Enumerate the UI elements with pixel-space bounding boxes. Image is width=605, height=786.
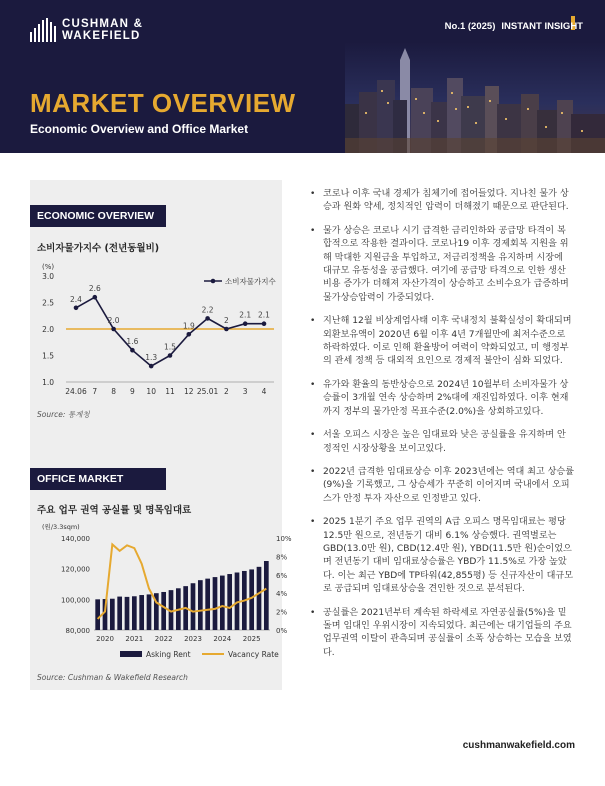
chart2-xtick: 2023 [184, 635, 202, 643]
chart1-xtick: 2 [224, 387, 229, 396]
chart1-data-label: 2.1 [258, 310, 270, 320]
chart1-data-label: 2 [224, 316, 229, 325]
brand-name-line2: WAKEFIELD [62, 30, 141, 42]
chart2-bar [191, 583, 196, 630]
chart2-ytick-right: 4% [276, 590, 288, 599]
chart2-legend-label: Vacancy Rate [228, 650, 279, 659]
chart2-ytick-right: 10% [276, 535, 292, 543]
chart1-point [130, 348, 135, 353]
chart2-bar [205, 579, 210, 630]
chart2-bar [213, 577, 218, 630]
chart1-xtick: 11 [165, 387, 175, 396]
chart1-ytick: 3.0 [42, 272, 54, 281]
chart2-bar [125, 597, 130, 630]
chart2-bar [264, 561, 269, 630]
chart1-xtick: 8 [111, 387, 116, 396]
chart2-bar [161, 592, 166, 630]
chart2-bar [147, 594, 152, 630]
footer-url[interactable]: cushmanwakefield.com [462, 740, 575, 751]
chart2-ytick-left: 120,000 [61, 565, 90, 574]
chart1-legend-marker [211, 279, 216, 284]
chart1-ytick: 2.5 [42, 298, 54, 308]
chart2-ytick-left: 100,000 [61, 596, 90, 605]
chart2-bar [110, 599, 115, 630]
brand-name-line1: CUSHMAN & [62, 18, 144, 30]
chart1-point [149, 364, 154, 369]
section-header-economic: ECONOMIC OVERVIEW [30, 205, 166, 227]
chart1-data-label: 1.6 [126, 337, 139, 347]
chart1-xtick: 7 [92, 387, 98, 396]
chart1-xtick: 25.01 [196, 387, 219, 396]
page-subtitle: Economic Overview and Office Market [30, 122, 249, 136]
bullet-item: • 지난해 12월 비상계엄사태 이후 국내정치 불확실성이 확대되며 외환보유액이 2020년 6월 이후 4년 7개월만에 최저수준으로 하락하였다. 이로 인해 환율방어 여력이 약화되었고, 미 행정부의 관세 정책 등 대외적 요인으로 경제적 불안이 심화 되었다. [308, 315, 574, 369]
chart1-xtick: 9 [130, 387, 135, 396]
chart1-point [168, 353, 173, 358]
chart2-ytick-right: 6% [276, 571, 288, 580]
chart1-data-label: 2.4 [70, 294, 82, 304]
cpi-line-chart [30, 256, 282, 406]
chart2-bar [95, 599, 100, 630]
brand-name [62, 18, 143, 42]
chart2-ytick-left: 80,000 [65, 627, 90, 635]
chart2-vacancy-line [98, 544, 267, 619]
chart2-bar [227, 574, 232, 630]
building-logo-icon [30, 18, 56, 42]
chart2-ytick-left: 140,000 [61, 535, 90, 543]
bullet-item: • 유가와 환율의 동반상승으로 2024년 10월부터 소비자물가 상승률이 3개월 연속 상승하며 2%대에 재진입하였다. 이후 현재까지 정부의 물가안정 목표수준(2.0%)을 상회하고있다. [308, 379, 574, 419]
issue-type: INSTANT INSIGHT [501, 21, 583, 32]
chart1-title: 소비자물가지수 (전년동월비) [37, 243, 160, 254]
chart1-xtick: 24.06 [65, 387, 87, 396]
city-skyline-image [345, 42, 605, 153]
chart1-data-label: 1.5 [164, 342, 176, 352]
chart2-bar [220, 576, 225, 630]
chart2-xtick: 2022 [154, 635, 173, 643]
chart2-xtick: 2021 [125, 635, 144, 643]
page-title: MARKET OVERVIEW [30, 88, 296, 118]
bullet-item: • 공실률은 2021년부터 계속된 하락세로 자연공실률(5%)을 밑돌며 임대인 우위시장이 지속되었다. 최근에는 대기업들의 주요업무권역 이탈이 관측되며 공실률이 소폭 상승하는 모습을 보였다. [308, 607, 574, 661]
issue-number: No.1 (2025) [444, 21, 496, 32]
bullet-item: • 물가 상승은 코로나 시기 급격한 금리인하와 공급망 타격이 복합적으로 작용한 결과이다. 코로나19 이후 경제회복 지원을 위해 막대한 지원금을 투입하고, 저금리정책을 유지하며 시장에 대규모 유동성을 공급했다. 여기에 공급망 타격으로 인한 생산비용 증가가 더해져 자산가격이 상승하고 소비수요가 급증하며 물가상승압력이 가중되었다. [308, 225, 574, 305]
office-rent-vacancy-chart [30, 518, 292, 668]
chart1-point [224, 327, 229, 332]
chart2-source: Source: Cushman & Wakefield Research [37, 673, 188, 682]
chart1-ytick: 1.0 [42, 378, 54, 387]
bullet-item: • 2022년 급격한 임대료상승 이후 2023년에는 역대 최고 상승률(9%)을 기록했고, 그 상승세가 꾸준히 이어지며 국내에서 오피스가 안정 투자 자산으로 인정받고 있다. [308, 466, 574, 506]
bullet-item: • 서울 오피스 시장은 높은 임대료와 낮은 공실률을 유지하며 안정적인 시장상황을 보이고있다. [308, 429, 574, 456]
header-banner [0, 0, 605, 153]
chart2-xtick: 2020 [96, 635, 114, 643]
chart1-point [93, 295, 98, 300]
chart1-point [205, 316, 210, 321]
chart2-xtick: 2025 [242, 635, 261, 643]
chart2-ytick-right: 2% [276, 608, 288, 617]
chart2-bar [139, 595, 144, 630]
chart2-ytick-right: 8% [276, 553, 288, 562]
brand-logo[interactable] [30, 18, 143, 42]
chart1-point [243, 321, 248, 326]
chart2-bar [257, 567, 262, 630]
chart1-data-label: 1.9 [182, 321, 195, 331]
chart1-data-label: 2.6 [88, 284, 101, 294]
chart2-xtick: 2024 [213, 635, 232, 643]
chart1-xtick: 3 [242, 387, 248, 396]
chart2-bar [249, 569, 254, 630]
chart2-ytick-right: 0% [276, 627, 288, 635]
chart2-title: 주요 업무 권역 공실률 및 명목임대료 [37, 505, 192, 516]
chart1-point [262, 321, 267, 326]
chart2-ylabel: (원/3.3sqm) [42, 523, 80, 531]
chart1-legend-label: 소비자물가지수 [225, 277, 276, 286]
chart1-data-label: 2.2 [201, 305, 214, 315]
section-header-office: OFFICE MARKET [30, 468, 166, 490]
chart2-bar [132, 596, 137, 630]
issue-label [445, 21, 583, 32]
chart1-ylabel: (%) [42, 263, 55, 271]
chart1-xtick: 10 [146, 387, 156, 396]
chart1-ytick: 2.0 [42, 325, 54, 334]
chart1-data-label: 2.0 [107, 316, 120, 325]
chart2-bar [198, 580, 203, 630]
chart2-legend-label: Asking Rent [146, 650, 191, 659]
chart1-xtick: 12 [184, 387, 194, 396]
chart2-legend-bar-swatch [120, 651, 142, 657]
chart1-xtick: 4 [261, 387, 267, 396]
chart1-point [111, 327, 116, 332]
chart1-source: Source: 통계청 [37, 410, 90, 419]
chart1-point [187, 332, 192, 337]
bullet-list [308, 188, 574, 670]
chart1-ytick: 1.5 [42, 351, 54, 361]
chart1-data-label: 2.1 [239, 310, 252, 320]
chart1-point [74, 306, 79, 311]
bullet-item: • 코로나 이후 국내 경제가 침체기에 접어들었다. 지나친 물가 상승과 원화 약세, 정치적인 압력이 더해졌기 때문으로 판단된다. [308, 188, 574, 215]
chart1-data-label: 1.3 [145, 353, 158, 363]
bullet-item: • 2025 1분기 주요 업무 권역의 A급 오피스 명목임대료는 평당 12.5만 원으로, 전년동기 대비 6.1% 상승했다. 권역별로는 GBD(13.0만 원), CBD(12.4만 원), YBD(11.5만 원)순이었으며 전년동기 대비 임대료상승률은 YBD가 11.5%로 가장 높았다. 이는 최근 YBD에 TP타워(42,855평) 등 신규자산이 대규모로 공급되며 임대료상승을 견인한 것으로 분석된다. [308, 516, 574, 596]
chart2-bar [117, 597, 122, 630]
